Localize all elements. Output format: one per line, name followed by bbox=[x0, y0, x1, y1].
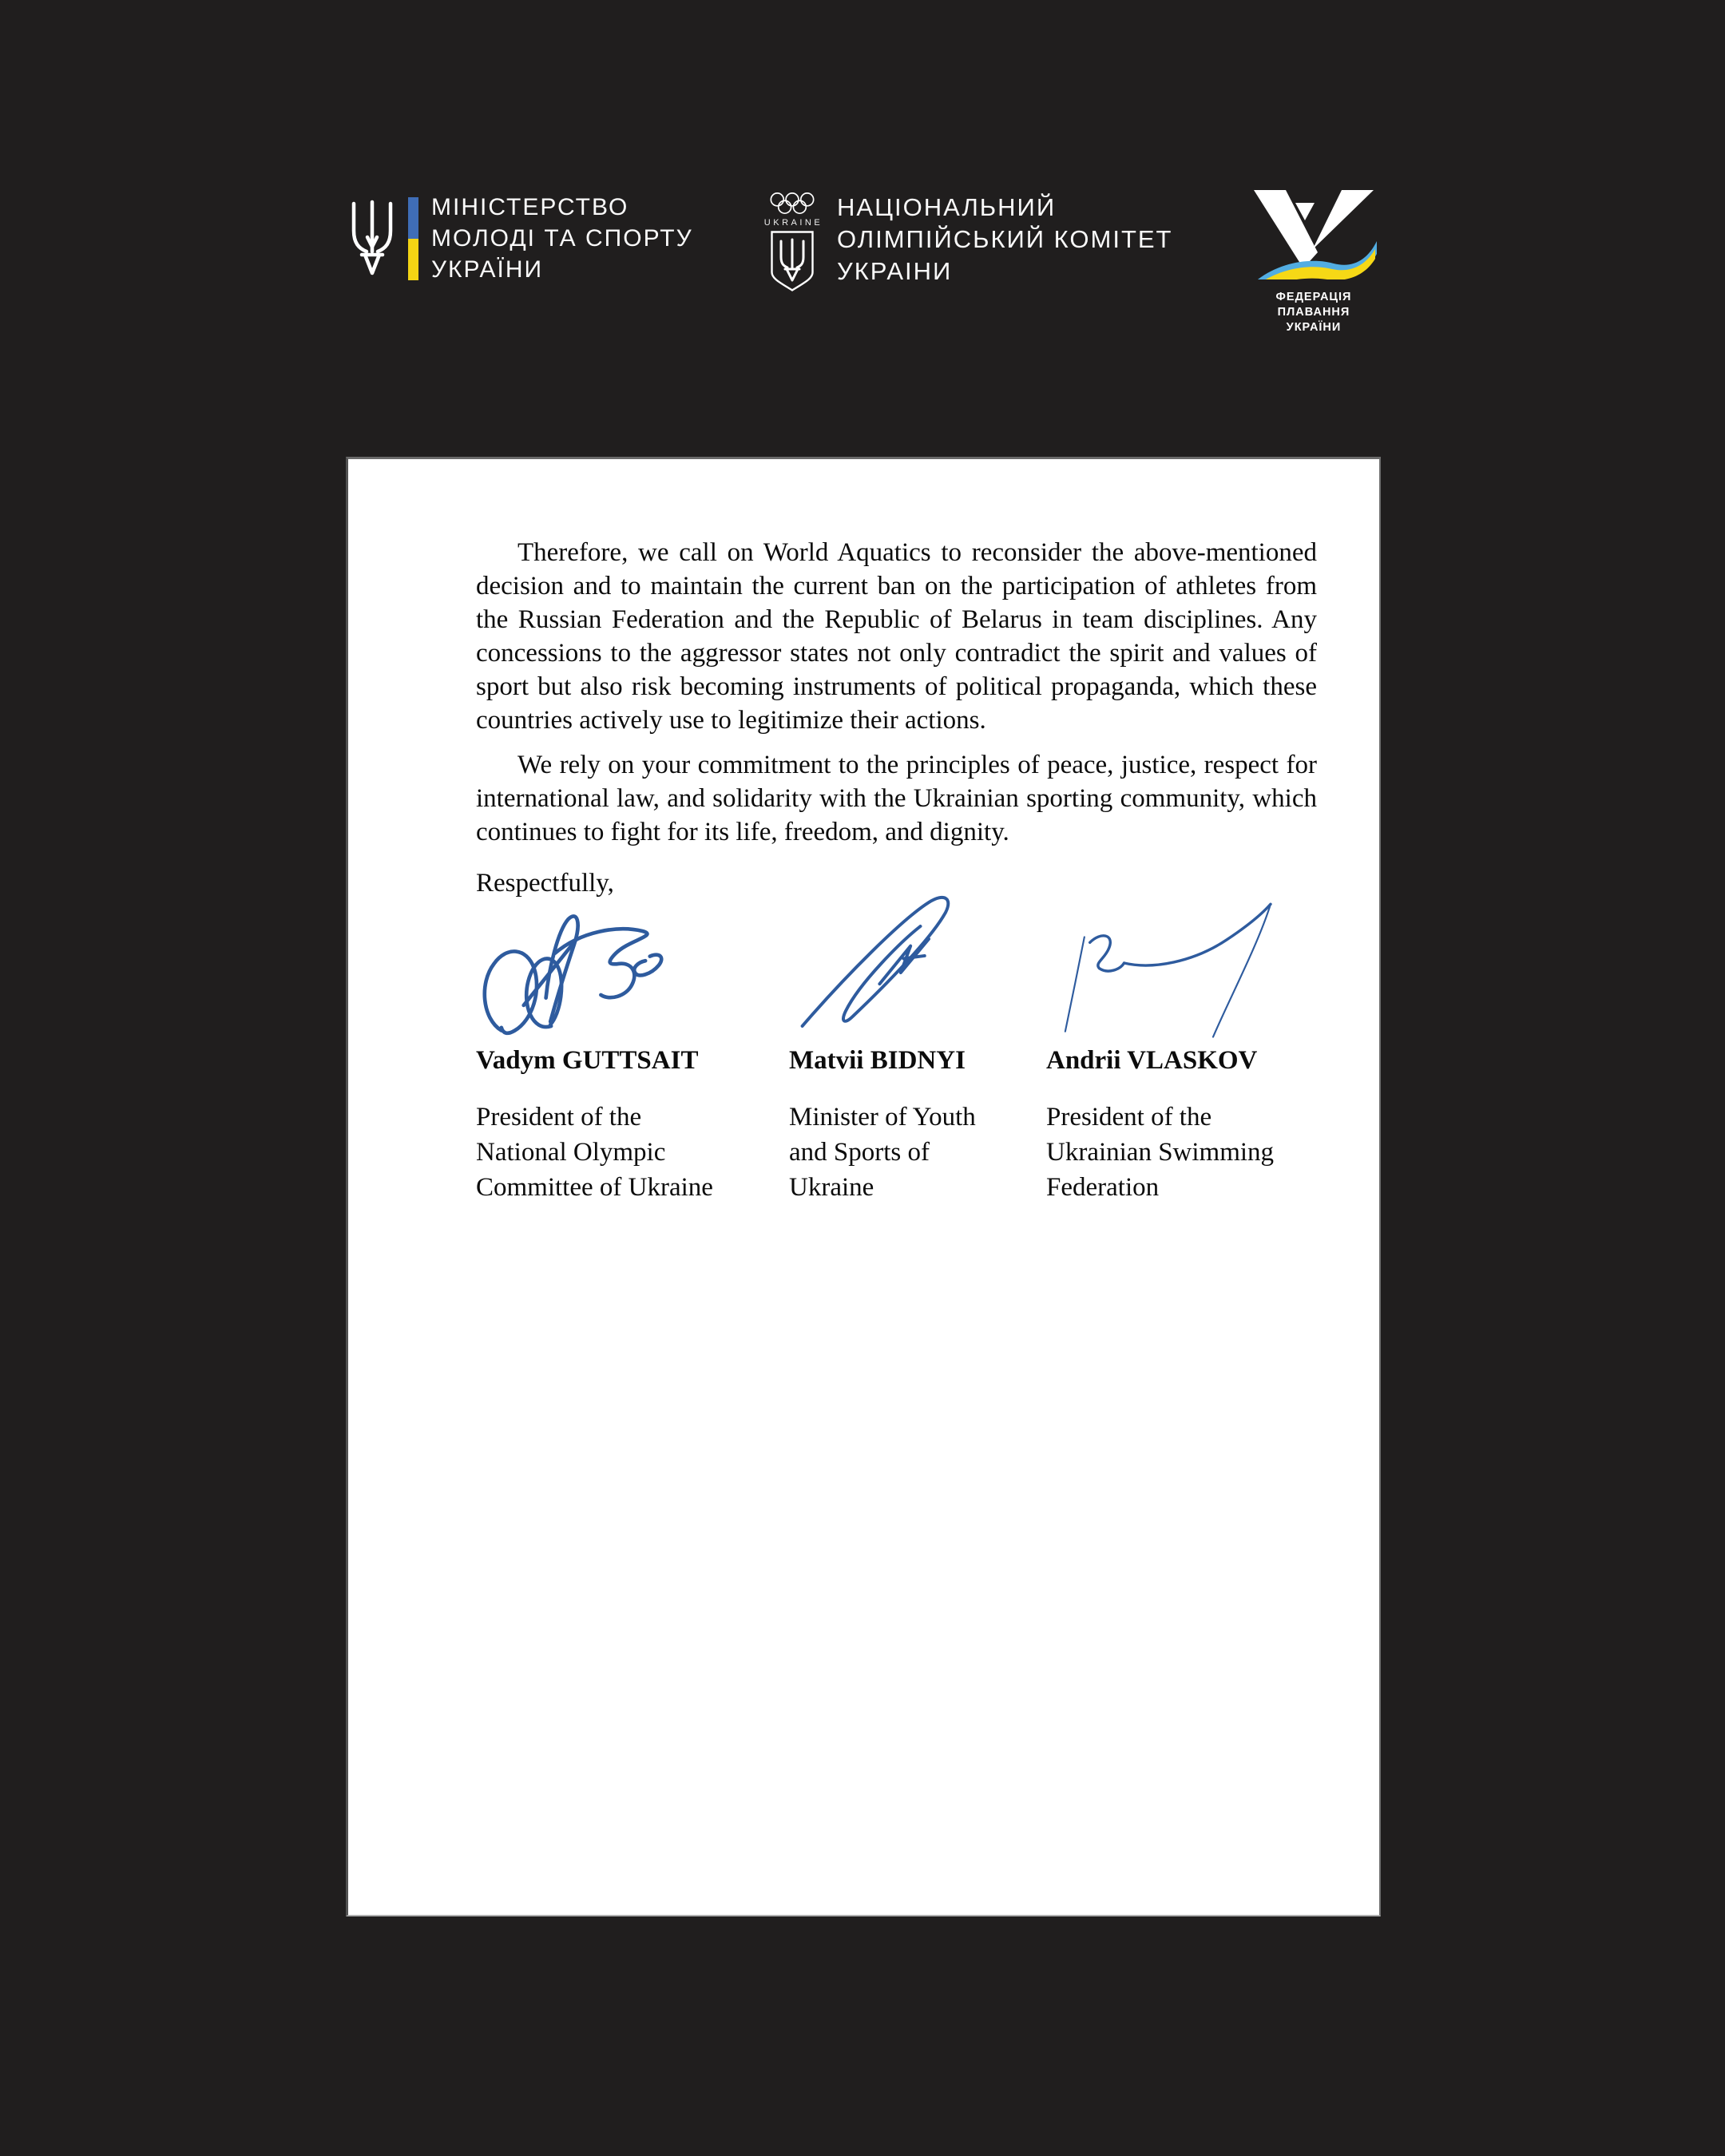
signatory-title-2: Minister of Youth and Sports of Ukraine bbox=[789, 1103, 976, 1202]
noc-ukraine-label: UKRAINE bbox=[763, 218, 823, 228]
ministry-line-1: МІНІСТЕРСТВО bbox=[431, 194, 629, 220]
swimming-federation-v-icon bbox=[1247, 190, 1380, 279]
signatory-name-1: Vadym GUTTSAIT bbox=[476, 1046, 699, 1075]
signatory-title-3: President of the Ukrainian Swimming Federation bbox=[1046, 1103, 1275, 1202]
noc-logo-text bbox=[837, 192, 1173, 287]
letter-body bbox=[348, 459, 1379, 1205]
signatory-titles-row bbox=[476, 1100, 1317, 1205]
signature-guttsait bbox=[478, 910, 669, 1036]
signatures-row bbox=[476, 900, 1317, 1032]
signatory-names-row bbox=[476, 1046, 1317, 1076]
noc-logo bbox=[763, 192, 1173, 291]
olympic-rings-icon bbox=[769, 192, 815, 216]
letter-closing: Respectfully, bbox=[476, 869, 614, 898]
signatory-name-2: Matvii BIDNYI bbox=[789, 1046, 966, 1075]
signatory-title-1: President of the National Olympic Committee of Ukraine bbox=[476, 1103, 713, 1202]
signature-bidnyi bbox=[787, 891, 989, 1032]
shield-trident-icon bbox=[771, 231, 814, 291]
noc-line-2: ОЛІМПІЙСЬКИЙ КОМІТЕТ bbox=[837, 225, 1173, 253]
flag-yellow-segment bbox=[408, 239, 418, 280]
ministry-logo bbox=[347, 192, 693, 285]
fpu-line-2: УКРАЇНИ bbox=[1286, 321, 1342, 334]
fpu-line-1: ФЕДЕРАЦІЯ ПЛАВАННЯ bbox=[1275, 291, 1352, 319]
trident-icon bbox=[347, 197, 397, 280]
letter-paragraph-2: We rely on your commitment to the principles of peace, justice, respect for international law, and solidarity with the Ukrainian sporting community, which continues to fight for its life, freedom, and dignity. bbox=[476, 751, 1317, 846]
ministry-line-3: УКРАЇНИ bbox=[431, 256, 544, 283]
letter-paragraph-1: Therefore, we call on World Aquatics to reconsider the above-mentioned decision and to maintain the current ban on the participation of athletes from the Russian Federation and the Republic of Belarus in team disciplines. Any concessions to the aggressor states not only contradict the spirit and values of sport but also risk becoming instruments of political propaganda, which these countries actively use to legitimize their actions. bbox=[476, 538, 1317, 735]
swimming-federation-text bbox=[1246, 290, 1382, 335]
signatory-name-3: Andrii VLASKOV bbox=[1046, 1046, 1258, 1075]
noc-mark bbox=[763, 192, 823, 291]
ministry-line-2: МОЛОДІ ТА СПОРТУ bbox=[431, 225, 693, 252]
flag-blue-segment bbox=[408, 197, 418, 239]
letter-page bbox=[346, 457, 1381, 1916]
noc-line-3: УКРАІНИ bbox=[837, 257, 953, 285]
noc-line-1: НАЦІОНАЛЬНИЙ bbox=[837, 193, 1057, 221]
swimming-federation-logo bbox=[1246, 190, 1382, 335]
signature-vlaskov bbox=[1043, 896, 1297, 1040]
ministry-logo-text bbox=[431, 192, 693, 285]
flag-bar-icon bbox=[408, 197, 418, 280]
